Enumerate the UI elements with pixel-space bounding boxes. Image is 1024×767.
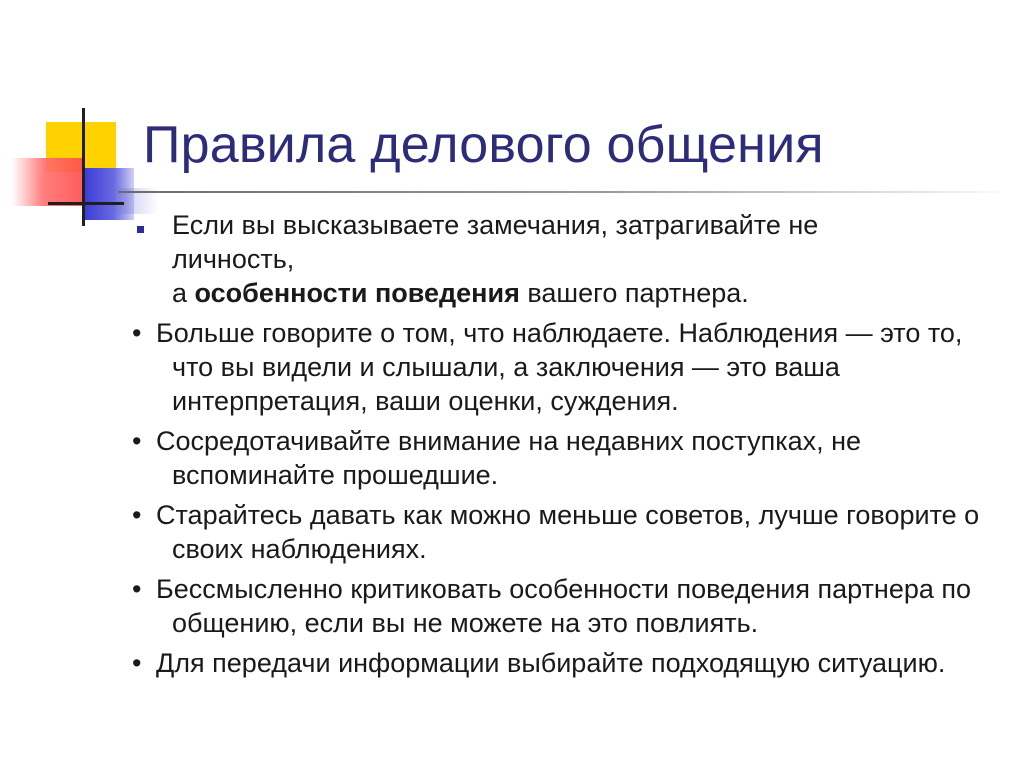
list-item-text: Старайтесь давать как можно меньше советов, лучше говорите о своих наблюдениях. [156, 500, 980, 564]
bullet-dot-icon: • [132, 500, 142, 530]
list-item-text: Больше говорите о том, что наблюдаете. Наблюдения — это то, что вы видели и слышали, а заключения — это ваша интерпретация, ваши оценки, суждения. [156, 318, 963, 416]
list-item-text: Бессмысленно критиковать особенности поведения партнера по общению, если вы не можете на это повлиять. [156, 574, 972, 638]
list-item [132, 498, 992, 566]
bullet-dot-icon: • [132, 648, 142, 678]
decorative-vertical-line [82, 108, 85, 226]
list-item-first [132, 208, 992, 310]
list-item [132, 646, 992, 680]
first-item-line-2: личность, [172, 244, 295, 274]
slide-content [132, 208, 992, 686]
first-item-prefix: а [172, 278, 195, 308]
first-item-suffix: вашего партнера. [519, 278, 749, 308]
decorative-red-square [12, 158, 82, 206]
first-item-bold-phrase: особенности поведения [194, 278, 520, 308]
title-underline [118, 191, 998, 193]
square-bullet-icon [137, 226, 144, 233]
first-item-line-3 [172, 276, 992, 310]
slide-title: Правила делового общения [143, 116, 824, 174]
list-item-text: Для передачи информации выбирайте подходящую ситуацию. [156, 648, 946, 678]
decorative-horizontal-line [48, 202, 124, 205]
bullet-dot-icon: • [132, 318, 142, 348]
list-item [132, 316, 992, 418]
list-item-text: Сосредотачивайте внимание на недавних поступках, не вспоминайте прошедшие. [156, 426, 862, 490]
bullet-dot-icon: • [132, 426, 142, 456]
first-item-line-1: Если вы высказываете замечания, затрагивайте не [172, 210, 819, 240]
list-item [132, 572, 992, 640]
bullet-dot-icon: • [132, 574, 142, 604]
list-item [132, 424, 992, 492]
